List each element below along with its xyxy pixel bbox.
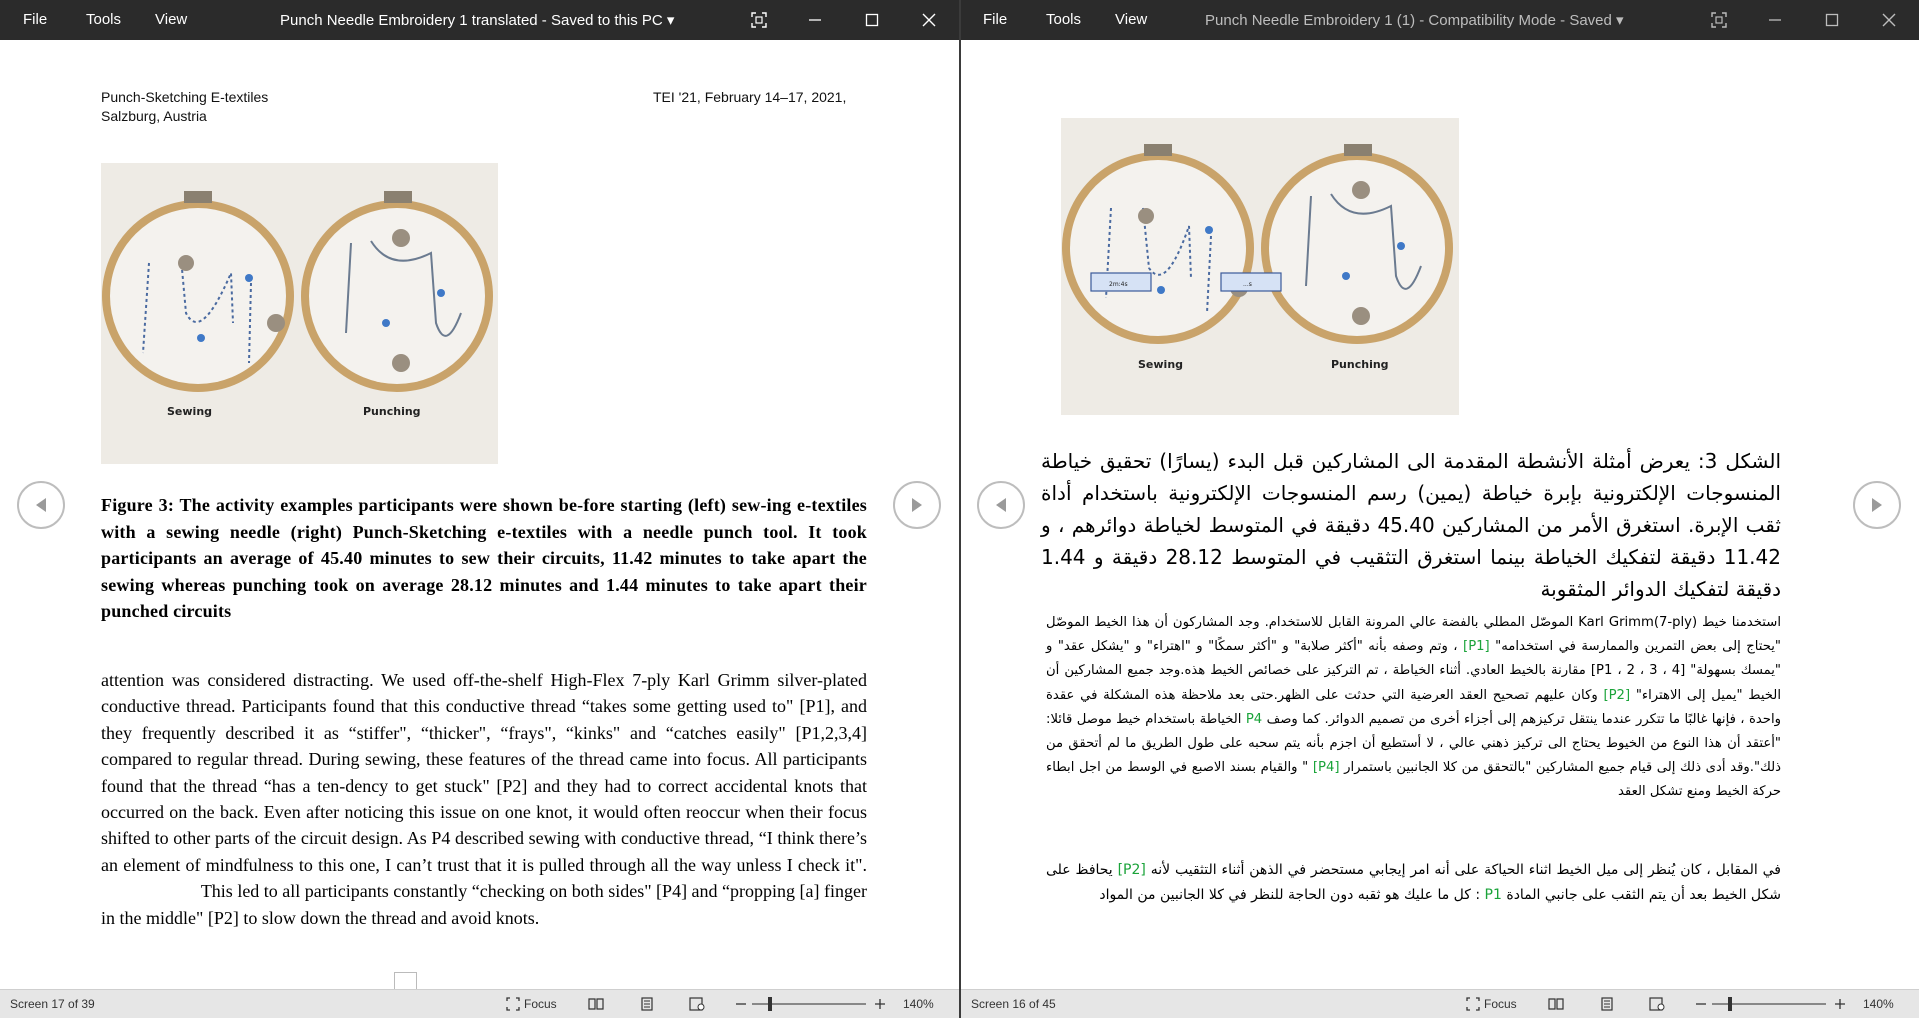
chevron-right-icon — [1870, 497, 1884, 513]
right-status-bar — [961, 989, 1919, 1018]
focus-button[interactable]: Focus — [524, 997, 557, 1011]
text-run: الخياطة باستخدام خيط موصل قائلا: "أعتقد أن هذا النوع من الخيوط يحتاج الى تركيز ذهني عالي ، لا أستطيع أن اجزم بأنه يتم سحبه على طول الطريق ما لم أتحقق من ذلك".وقد أدى ذلك إلى قيام جميع المشاركين "بالتحقق من كلا الجانبين باستمرار — [1046, 711, 1782, 776]
tools-menu[interactable]: Tools — [86, 11, 122, 28]
photo-label-sewing: Sewing — [1138, 358, 1184, 371]
file-menu[interactable]: File — [23, 11, 48, 28]
right-reader-window — [961, 0, 1919, 1018]
body-text: attention was considered distracting. We used off-the-shelf High-Flex 7-ply Karl Grimm silver-plated conductive thread. Participants found that this conductive thread “takes some getting used to" [P1], and they frequently described it as “stiffer", “thicker", “frays", “kinks" and “catches easily" [P1,2,3,4] compared to regular thread. During sewing, these features of the thread came into focus. All participants found that the thread “has a ten-dency to get stuck" [P2] and they had to correct accidental knots that occurred on the back. Even after noticing this issue on one knot, it would often reoccur when their focus shifted to other parts of the circuit design. As P4 described sewing with conductive thread, “I think there’s an element of mindfulness to this one, I can’t trust that it is pulled through all the way unless I check it". This led to all participants constantly “checking on both sides" [P4] and “propping [a] finger — [101, 670, 867, 902]
focus-button[interactable]: Focus — [1484, 997, 1517, 1011]
photo-label-punching: Punching — [1331, 358, 1389, 371]
text-run: : كل ما عليك هو ثقبه دون الحاجة للنظر في كلا الجانبين من المواد — [1099, 887, 1485, 903]
zoom-level[interactable]: 140% — [1863, 997, 1894, 1011]
focus-icon[interactable] — [504, 995, 522, 1013]
participant-reference: [P4] — [1312, 760, 1340, 776]
text-run: " والقيام بسند الاصبع في الوسط من اجل ابطاء حركة الخيط ومنع تشكل العقد — [1046, 760, 1781, 800]
previous-page-button[interactable] — [17, 481, 65, 529]
photo-timer-text: ...s — [1243, 281, 1252, 288]
body-paragraph-arabic — [1046, 611, 1781, 805]
document-title[interactable]: Punch Needle Embroidery 1 translated - Saved to this PC ▾ — [280, 12, 675, 29]
view-menu[interactable]: View — [1115, 11, 1148, 28]
photo-label-punching: Punching — [363, 405, 421, 418]
minimize-icon[interactable] — [1762, 7, 1788, 33]
web-layout-icon[interactable] — [688, 995, 706, 1013]
chevron-right-icon — [910, 497, 924, 513]
participant-reference: [P2] — [1117, 862, 1146, 878]
zoom-out-icon[interactable] — [732, 995, 750, 1013]
running-header-left — [101, 88, 268, 126]
header-line: Salzburg, Austria — [101, 108, 207, 124]
body-text-last-line: in the middle" [P2] to slow down the thread and avoid knots. — [101, 907, 540, 928]
read-mode-icon[interactable] — [1547, 995, 1565, 1013]
next-page-button[interactable] — [1853, 481, 1901, 529]
next-page-button[interactable] — [893, 481, 941, 529]
participant-reference: [P1] — [1463, 639, 1490, 655]
print-layout-icon[interactable] — [1598, 995, 1616, 1013]
participant-reference: P1 — [1484, 887, 1502, 903]
web-layout-icon[interactable] — [1648, 995, 1666, 1013]
zoom-level[interactable]: 140% — [903, 997, 934, 1011]
figure-photo — [101, 163, 498, 464]
figure-photo — [1061, 118, 1459, 415]
left-status-bar — [0, 989, 959, 1018]
body-paragraph-arabic — [1046, 858, 1781, 908]
text-run: ، وتم وصفه بأنه "أكثر صلابة" و "أكثر سمكًا" و "اهتراء" و "يشكل عقد" و "يمسك بسهولة" [4 ، 3 ، 2 ، P1] مقارنة بالخيط العادي. أثناء الخياطة ، تم التركيز على خصائص الخيط هذه.وجد جميع المشاركين أن الخيط "يميل إلى الاهتراء" — [1046, 639, 1781, 703]
text-run: وكان عليهم تصحيح العقد العرضية التي حدثت على الظهر.حتى بعد ملاحظة هذه المشكلة في عقدة واحدة ، فإنها غالبًا ما تتكرر عندما ينتقل تركيزهم إلى أجزاء أخرى من تصميم الدوائر. كما وصف — [1046, 687, 1781, 727]
right-document-page — [961, 40, 1919, 990]
print-layout-icon[interactable] — [638, 995, 656, 1013]
figure-caption-arabic: الشكل 3: يعرض أمثلة الأنشطة المقدمة الى المشاركين قبل البدء (يسارًا) تحقيق خياطة المنسوجات الإلكترونية بإبرة خياطة (يمين) رسم المنسوجات الإلكترونية باستخدام أداة ثقب الإبرة. استغرق الأمر من المشاركين 45.40 دقيقة في المتوسط لخياطة دوائرهم ، و 11.42 دقيقة لتفكيك الخياطة بينما استغرق التثقيب في المتوسط 28.12 دقيقة و 1.44 دقيقة لتفكيك الدوائر المثقوبة — [1041, 449, 1782, 601]
maximize-icon[interactable] — [859, 7, 885, 33]
minimize-icon[interactable] — [802, 7, 828, 33]
fullscreen-icon[interactable] — [746, 7, 772, 33]
screen-counter: Screen 16 of 45 — [971, 997, 1056, 1011]
close-icon[interactable] — [916, 7, 942, 33]
participant-reference: [P2] — [1603, 687, 1631, 703]
text-run: استخدمنا خيط Karl Grimm(7-ply) الموصّل المطلي بالفضة عالي المرونة القابل للاستخدام. وجد المشاركون أن هذا الخيط الموصّل "يحتاج إلى بعض التمرين والممارسة في استخدامه" — [1046, 615, 1781, 655]
document-title[interactable]: Punch Needle Embroidery 1 (1) - Compatibility Mode - Saved ▾ — [1205, 12, 1624, 29]
zoom-slider-thumb[interactable] — [1728, 997, 1732, 1011]
left-reader-window — [0, 0, 959, 1018]
screen-counter: Screen 17 of 39 — [10, 997, 95, 1011]
header-line: Punch-Sketching E-textiles — [101, 89, 269, 105]
left-document-page — [0, 40, 959, 990]
tools-menu[interactable]: Tools — [1046, 11, 1082, 28]
fullscreen-icon[interactable] — [1706, 7, 1732, 33]
zoom-slider-thumb[interactable] — [768, 997, 772, 1011]
figure-caption: Figure 3: The activity examples participants were shown be-fore starting (left) sew-ing e-textiles with a sewing needle (right) Punch-Sketching e-textiles with a needle punch tool. It took participants an average of 45.40 minutes to sew their circuits, 11.42 minutes to take apart the sewing whereas punching took on average 28.12 minutes and 1.44 minutes to take apart their punched circuits — [101, 495, 867, 621]
zoom-in-icon[interactable] — [1831, 995, 1849, 1013]
chevron-left-icon — [34, 497, 48, 513]
right-title-bar — [961, 0, 1919, 40]
maximize-icon[interactable] — [1819, 7, 1845, 33]
focus-icon[interactable] — [1464, 995, 1482, 1013]
running-header-right: TEI '21, February 14–17, 2021, — [653, 89, 847, 105]
read-mode-icon[interactable] — [587, 995, 605, 1013]
file-menu[interactable]: File — [983, 11, 1008, 28]
participant-reference: P4 — [1245, 711, 1263, 727]
text-run: يحافظ على شكل الخيط بعد أن يتم الثقب على جانبي المادة — [1046, 862, 1781, 903]
text-run: في المقابل ، كان يُنظر إلى ميل الخيط اثناء الحياكة على أنه امر إيجابي مستحضر في الذهن أثناء التثقيب لأنه — [1145, 862, 1781, 878]
close-icon[interactable] — [1876, 7, 1902, 33]
photo-label-sewing: Sewing — [167, 405, 213, 418]
zoom-in-icon[interactable] — [871, 995, 889, 1013]
view-menu[interactable]: View — [155, 11, 188, 28]
body-paragraph — [101, 667, 867, 931]
left-title-bar — [0, 0, 959, 40]
chevron-left-icon — [994, 497, 1008, 513]
zoom-out-icon[interactable] — [1692, 995, 1710, 1013]
photo-timer-text: 2m:4s — [1109, 281, 1128, 288]
previous-page-button[interactable] — [977, 481, 1025, 529]
